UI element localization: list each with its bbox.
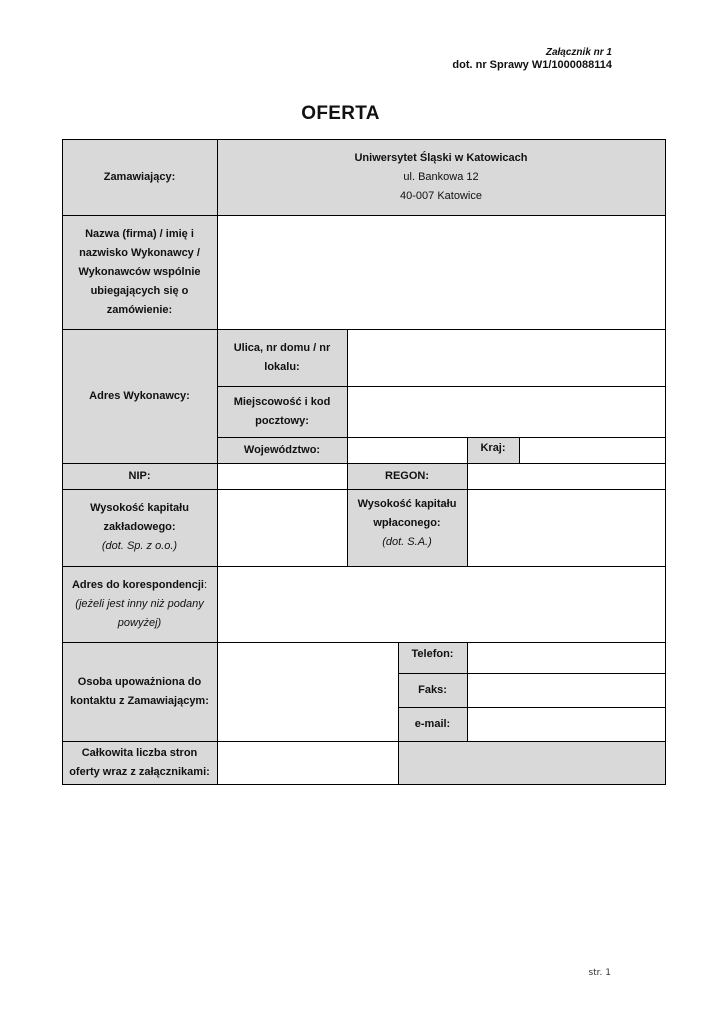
share-capital-note: (dot. Sp. z o.o.) xyxy=(101,540,178,552)
regon-field[interactable] xyxy=(467,463,665,489)
table-border xyxy=(62,139,666,140)
correspondence-note: powyżej) xyxy=(117,616,162,629)
table-border xyxy=(217,386,666,387)
contractor-name-label-line: ubiegających się o xyxy=(90,284,189,297)
nip-field[interactable] xyxy=(217,463,347,489)
street-label-line: lokalu: xyxy=(264,360,300,373)
contractor-name-label-line: zamówienie: xyxy=(106,303,173,316)
street-label-line: Ulica, nr domu / nr xyxy=(233,341,331,354)
table-border xyxy=(62,741,666,742)
province-label-text: Województwo: xyxy=(243,443,321,456)
country-field[interactable] xyxy=(519,437,665,463)
phone-field[interactable] xyxy=(467,642,665,673)
contractor-name-label-line: Wykonawców wspólnie xyxy=(78,265,201,278)
share-capital-label-line: zakładowego: xyxy=(103,521,176,533)
table-border xyxy=(347,329,348,566)
table-border xyxy=(62,139,63,785)
page-count-field[interactable] xyxy=(217,741,398,784)
share-capital-label xyxy=(62,489,217,566)
city-postcode-label-line: pocztowy: xyxy=(255,414,309,427)
nip-label-text: NIP: xyxy=(128,469,151,482)
table-border xyxy=(519,437,520,463)
page-count-label xyxy=(62,741,217,784)
email-field[interactable] xyxy=(467,707,665,741)
regon-label xyxy=(347,463,467,489)
contractor-name-label-line: nazwisko Wykonawcy / xyxy=(79,246,200,259)
province-label xyxy=(217,437,347,463)
contact-person-label-line: Osoba upoważniona do xyxy=(77,675,202,688)
table-border xyxy=(398,707,666,708)
table-border xyxy=(217,139,218,785)
country-label xyxy=(467,437,519,463)
email-label-text: e-mail: xyxy=(414,717,451,730)
case-reference: dot. nr Sprawy W1/1000088114 xyxy=(452,59,612,71)
country-label-text: Kraj: xyxy=(480,442,506,454)
document-title: OFERTA xyxy=(301,103,380,124)
table-border xyxy=(62,489,666,490)
table-border xyxy=(62,329,666,330)
correspondence-label-text: Adres do korespondencji xyxy=(71,578,204,591)
contact-person-label xyxy=(62,642,217,741)
table-border xyxy=(62,566,666,567)
table-border xyxy=(398,673,666,674)
blank-shaded-cell xyxy=(398,741,665,784)
correspondence-label-colon: : xyxy=(203,578,208,591)
correspondence-label-line xyxy=(72,576,207,595)
paid-capital-label-line: Wysokość kapitału xyxy=(357,498,457,510)
paid-capital-note: (dot. S.A.) xyxy=(382,536,432,548)
province-field[interactable] xyxy=(347,437,467,463)
table-border xyxy=(467,642,468,741)
page-count-label-line: Całkowita liczba stron xyxy=(81,746,198,759)
regon-label-text: REGON: xyxy=(385,469,429,482)
contractor-name-label-line: Nazwa (firma) / imię i xyxy=(85,227,194,240)
street-label xyxy=(217,329,347,386)
university-name: Uniwersytet Śląski w Katowicach xyxy=(354,151,528,164)
contractor-address-label xyxy=(62,329,217,463)
table-border xyxy=(62,215,666,216)
contractor-address-label-text: Adres Wykonawcy: xyxy=(89,389,190,402)
city-postcode-label-line: Miejscowość i kod xyxy=(233,395,331,408)
city-postcode-field[interactable] xyxy=(347,386,665,437)
table-border xyxy=(62,642,666,643)
email-label xyxy=(398,707,467,741)
table-border xyxy=(217,437,666,438)
table-border xyxy=(467,437,468,566)
correspondence-label xyxy=(62,566,217,642)
paid-capital-label-line: wpłaconego: xyxy=(373,517,441,529)
table-border xyxy=(62,463,666,464)
share-capital-field[interactable] xyxy=(217,489,347,566)
paid-capital-label xyxy=(347,489,467,566)
contact-person-field[interactable] xyxy=(217,642,398,741)
city-postcode-label xyxy=(217,386,347,437)
phone-label-text: Telefon: xyxy=(411,648,454,660)
phone-label xyxy=(398,642,467,673)
street-field[interactable] xyxy=(347,329,665,386)
contractor-name-field[interactable] xyxy=(217,215,665,329)
ordering-party-label xyxy=(62,139,217,215)
fax-field[interactable] xyxy=(467,673,665,707)
contact-person-label-line: kontaktu z Zamawiającym: xyxy=(70,694,209,707)
university-street: ul. Bankowa 12 xyxy=(403,170,479,183)
contractor-name-label xyxy=(62,215,217,329)
table-border xyxy=(62,784,666,785)
fax-label-text: Faks: xyxy=(418,683,447,696)
share-capital-label-line: Wysokość kapitału xyxy=(90,502,189,514)
fax-label xyxy=(398,673,467,707)
university-city: 40-007 Katowice xyxy=(400,189,482,202)
ordering-party-label-text: Zamawiający: xyxy=(103,170,176,183)
correspondence-field[interactable] xyxy=(217,566,665,642)
table-border xyxy=(665,139,666,785)
correspondence-note: (jeżeli jest inny niż podany xyxy=(75,597,204,610)
paid-capital-field[interactable] xyxy=(467,489,665,566)
annex-label: Załącznik nr 1 xyxy=(545,47,612,58)
nip-label xyxy=(62,463,217,489)
table-border xyxy=(398,642,399,784)
page-number: str. 1 xyxy=(588,968,611,978)
page-count-label-line: oferty wraz z załącznikami: xyxy=(69,765,210,778)
ordering-party-value xyxy=(217,139,665,215)
